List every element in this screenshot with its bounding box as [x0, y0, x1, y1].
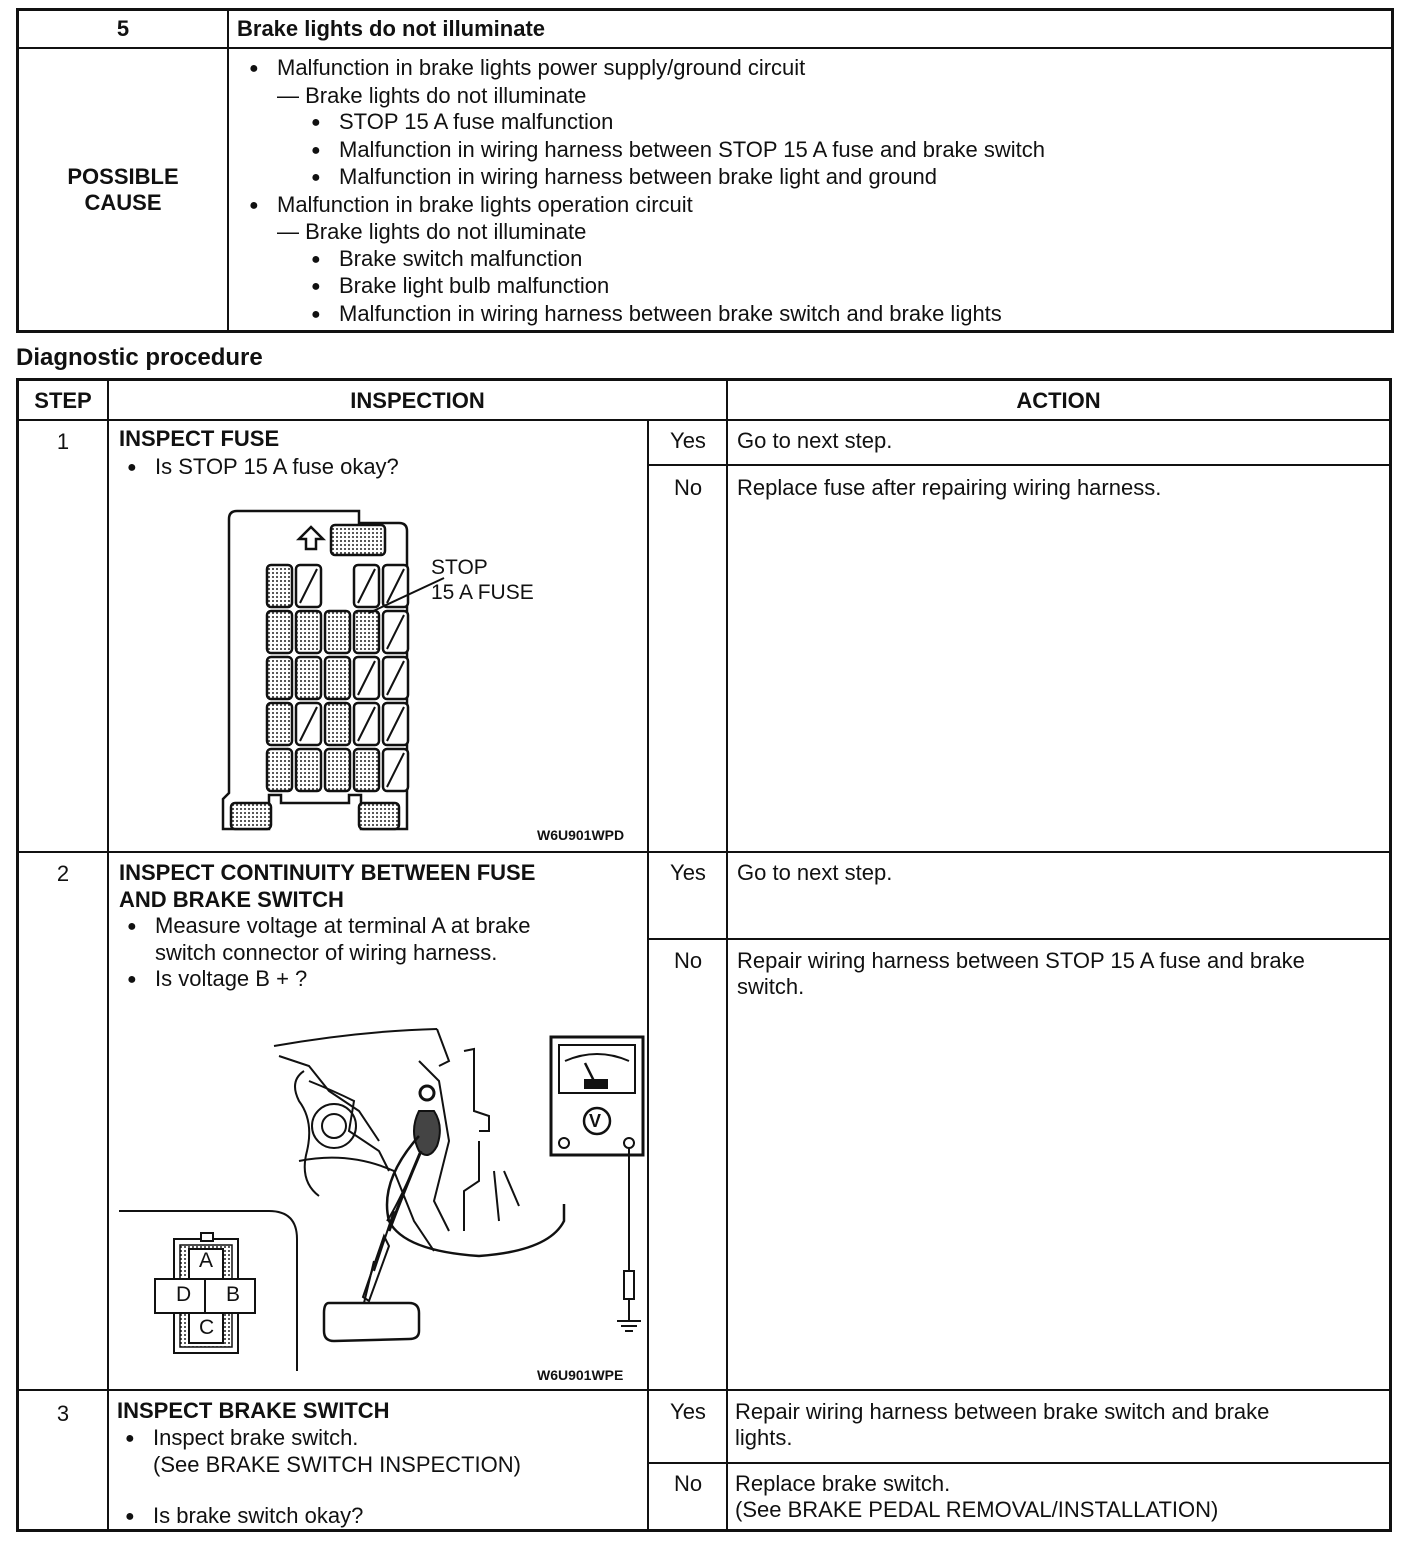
bullet-icon: [311, 273, 339, 298]
step-3-title: INSPECT BRAKE SWITCH: [117, 1398, 390, 1423]
fuse-slot: [267, 703, 292, 745]
step-2-title: [119, 859, 535, 913]
row-divider-2-3: [19, 1389, 1389, 1391]
step-3-bullet-2-text: Is brake switch okay?: [153, 1503, 364, 1528]
cause-line-text: — Brake lights do not illuminate: [277, 219, 587, 244]
cause-line: [229, 83, 1391, 110]
cause-line-text: Malfunction in wiring harness between brake switch and brake lights: [339, 300, 1002, 326]
step-2-bullet-1-line1: Measure voltage at terminal A at brake: [155, 913, 531, 938]
cause-line-text: Brake light bulb malfunction: [339, 273, 610, 298]
possible-cause-list: [228, 48, 1393, 332]
step-1-bullet-text: Is STOP 15 A fuse okay?: [155, 454, 399, 479]
col-divider-step: [107, 381, 109, 1529]
col-divider-yesno: [647, 419, 649, 1529]
fuse-slot: [267, 657, 292, 699]
possible-cause-label-line1: POSSIBLE: [67, 163, 179, 189]
yes-no-divider-1: [647, 464, 1389, 466]
connector-terminal-b: B: [226, 1283, 241, 1306]
diagnostic-procedure-title: Diagnostic procedure: [16, 344, 263, 371]
fuse-slot: [354, 749, 379, 791]
step-3-no-action: [735, 1471, 1218, 1523]
trouble-title: Brake lights do not illuminate: [228, 10, 1393, 49]
step-1-title: INSPECT FUSE: [119, 426, 280, 451]
bullet-icon: [311, 109, 339, 134]
bullet-icon: [311, 246, 339, 271]
step-2-bullet-1-line2: switch connector of wiring harness.: [155, 940, 498, 965]
step-2-no-action-line1: Repair wiring harness between STOP 15 A fuse and brake: [737, 948, 1305, 973]
fuse-slot: [296, 749, 321, 791]
bullet-icon: [311, 164, 339, 189]
step-3-bullet-1-line1: Inspect brake switch.: [153, 1425, 359, 1450]
cause-line: [229, 137, 1391, 165]
step-3-yes-action-line2: lights.: [735, 1425, 793, 1450]
bullet-icon: [311, 301, 339, 326]
step-1-bullet: [127, 454, 399, 481]
bullet-icon: [127, 454, 155, 479]
voltmeter-symbol: V: [589, 1111, 602, 1131]
possible-cause-label-line2: CAUSE: [84, 189, 162, 215]
cause-line-text: Malfunction in wiring harness between STOP 15 A fuse and brake switch: [339, 136, 1046, 162]
step-3-yes-label: Yes: [670, 1399, 706, 1424]
cause-line: [229, 55, 1391, 83]
step-2-bullet-1: [127, 913, 530, 966]
cause-line-text: Malfunction in brake lights operation circuit: [277, 191, 693, 217]
step-2-number: 2: [56, 861, 70, 886]
step-3-bullet-2: [125, 1503, 363, 1530]
step-3-bullet-1: [125, 1425, 521, 1478]
step-2-bullet-2: [127, 966, 307, 993]
header-inspection: INSPECTION: [350, 388, 485, 413]
possible-cause-table: [16, 8, 1394, 333]
header-step: STEP: [34, 388, 92, 413]
fuse-slot: [325, 611, 350, 653]
header-action: ACTION: [1016, 388, 1101, 413]
step-1-number: 1: [56, 429, 70, 454]
cause-line: [229, 246, 1391, 274]
fuse-callout-line1: STOP: [431, 556, 488, 579]
cause-line-text: Malfunction in wiring harness between brake light and ground: [339, 164, 938, 189]
step-2-title-line1: INSPECT CONTINUITY BETWEEN FUSE: [119, 860, 536, 885]
fuse-slot: [325, 749, 350, 791]
connector-terminal-c: C: [199, 1316, 215, 1339]
cause-line-text: — Brake lights do not illuminate: [277, 82, 587, 108]
step-2-figure-code: W6U901WPE: [537, 1367, 624, 1383]
fuse-slot: [296, 611, 321, 653]
step-1-figure-code: W6U901WPD: [537, 827, 625, 843]
fuse-slot: [267, 611, 292, 653]
step-2-no-action: [737, 948, 1305, 1000]
step-3-no-label: No: [673, 1471, 703, 1496]
cause-line: [229, 109, 1391, 137]
row-divider-1-2: [19, 851, 1389, 853]
fuse-slot: [325, 657, 350, 699]
step-2-title-line2: AND BRAKE SWITCH: [119, 887, 344, 912]
bullet-icon: [127, 913, 155, 938]
step-3-bullet-1-line2: (See BRAKE SWITCH INSPECTION): [153, 1452, 521, 1477]
step-3-number: 3: [56, 1401, 70, 1426]
connector-terminal-a: A: [199, 1249, 214, 1272]
bullet-icon: [125, 1503, 153, 1528]
cause-line-text: STOP 15 A fuse malfunction: [339, 109, 614, 134]
step-3-yes-action-line1: Repair wiring harness between brake switch and brake: [735, 1399, 1270, 1424]
cause-line-text: Malfunction in brake lights power supply/ground circuit: [277, 55, 806, 80]
bullet-icon: [311, 137, 339, 162]
yes-no-divider-3: [647, 1462, 1389, 1464]
fuse-slot: [325, 703, 350, 745]
step-1-no-label: No: [673, 475, 703, 500]
fuse-callout-line2: 15 A FUSE: [431, 581, 534, 604]
step-3-no-action-line2: (See BRAKE PEDAL REMOVAL/INSTALLATION): [735, 1497, 1219, 1522]
connector-terminal-d: D: [176, 1283, 192, 1306]
bullet-icon: [249, 192, 277, 217]
cause-line: [229, 192, 1391, 220]
possible-cause-label: [18, 48, 229, 332]
fuse-slot: [267, 565, 292, 607]
diagnostic-procedure-table: [16, 378, 1392, 1532]
fuse-callout-label: [431, 555, 534, 605]
step-3-yes-action: [735, 1399, 1269, 1451]
fuse-slot: [267, 749, 292, 791]
brake-switch-voltage-diagram: [119, 1021, 639, 1371]
step-3-no-action-line1: Replace brake switch.: [735, 1471, 951, 1496]
cause-line-text: Brake switch malfunction: [339, 245, 583, 271]
bullet-icon: [127, 966, 155, 991]
fuse-box-diagram: [219, 503, 429, 838]
bullet-icon: [249, 55, 277, 80]
step-2-yes-action: Go to next step.: [737, 860, 893, 885]
yes-no-divider-2: [647, 938, 1389, 940]
bullet-icon: [125, 1425, 153, 1450]
step-1-yes-action: Go to next step.: [737, 428, 893, 453]
trouble-number: 5: [18, 10, 229, 49]
cause-line: [229, 164, 1391, 192]
fuse-slot: [296, 657, 321, 699]
step-1-no-action: Replace fuse after repairing wiring harness.: [737, 475, 1162, 500]
cause-line: [229, 273, 1391, 301]
step-2-no-action-line2: switch.: [737, 974, 805, 999]
cause-line: [229, 301, 1391, 329]
cause-line: [229, 219, 1391, 246]
step-2-yes-label: Yes: [670, 860, 706, 885]
step-2-bullet-2-text: Is voltage B + ?: [155, 966, 308, 991]
fuse-slot: [354, 611, 379, 653]
step-2-no-label: No: [673, 948, 703, 973]
step-1-yes-label: Yes: [670, 428, 706, 453]
